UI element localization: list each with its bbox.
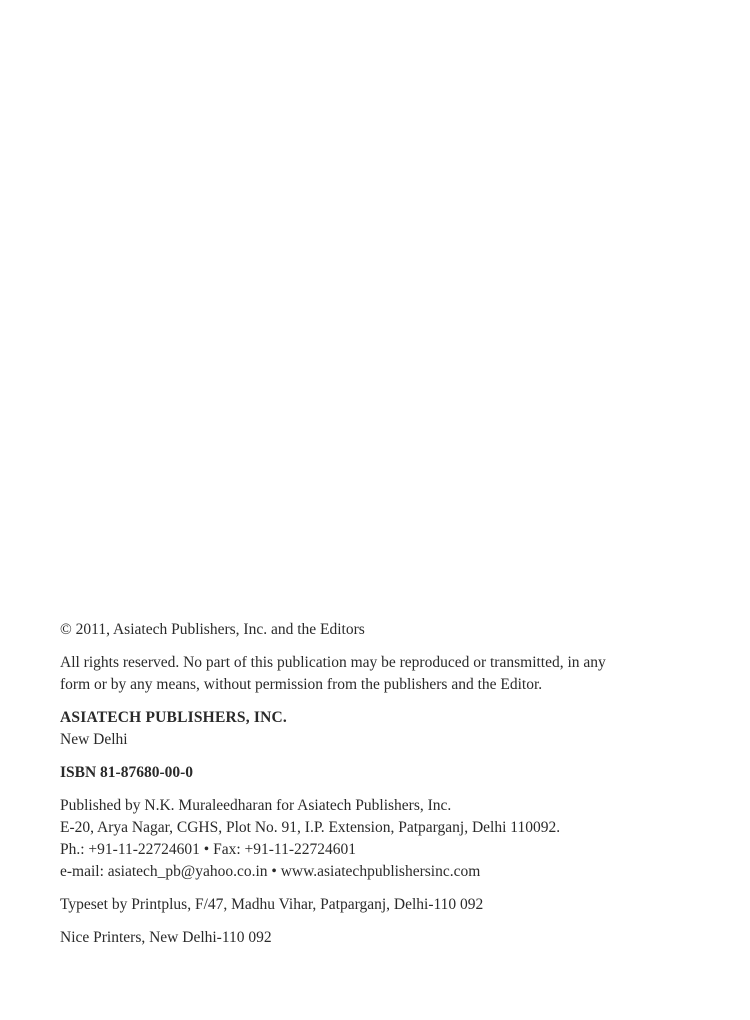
isbn: ISBN 81-87680-00-0 [60,764,194,781]
rights-statement [60,652,690,696]
publisher-address: E-20, Arya Nagar, CGHS, Plot No. 91, I.P. Extension, Patparganj, Delhi 110092. [60,819,561,836]
rights-statement-line-1: All rights reserved. No part of this publication may be reproduced or transmitted, in any [60,654,606,671]
publisher-email-website: e-mail: asiatech_pb@yahoo.co.in • www.asiatechpublishersinc.com [60,863,481,880]
publisher-city: New Delhi [60,731,128,748]
publisher-phone-fax: Ph.: +91-11-22724601 • Fax: +91-11-22724601 [60,841,357,858]
publisher-block [60,707,690,751]
isbn-block [60,762,690,784]
publisher-name: ASIATECH PUBLISHERS, INC. [60,709,287,726]
typeset-credit: Typeset by Printplus, F/47, Madhu Vihar, Patparganj, Delhi-110 092 [60,896,484,913]
printer-credit: Nice Printers, New Delhi-110 092 [60,929,272,946]
copyright-notice: © 2011, Asiatech Publishers, Inc. and the Editors [60,621,365,638]
printer-block [60,927,690,949]
typeset-block [60,894,690,916]
published-by: Published by N.K. Muraleedharan for Asiatech Publishers, Inc. [60,797,452,814]
copyright-page-imprint [60,619,690,960]
copyright-notice-block [60,619,690,641]
published-by-block [60,795,690,883]
rights-statement-line-2: form or by any means, without permission from the publishers and the Editor. [60,676,543,693]
